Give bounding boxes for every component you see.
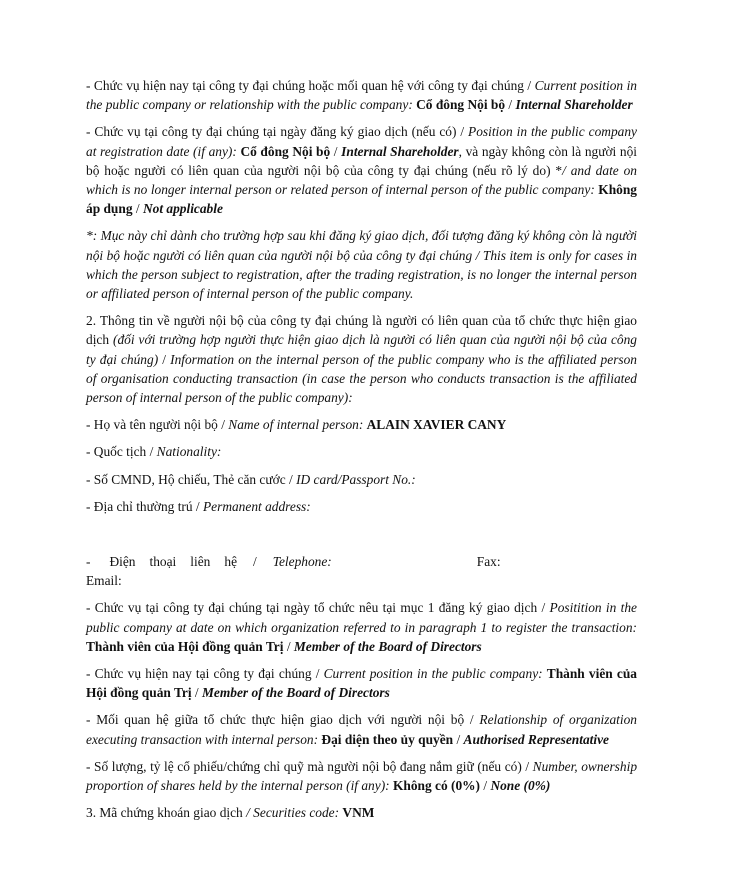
footnote-paragraph — [86, 226, 637, 303]
value-en: Member of the Board of Directors — [293, 638, 482, 654]
label-en: Current position in the public company: — [323, 666, 547, 682]
securities-code-row — [86, 803, 637, 822]
label-en: Nationality: — [156, 444, 222, 460]
phone-word-2: thoại — [149, 554, 177, 570]
label-vi: - Chức vụ hiện nay tại công ty đại chúng hoặc mối quan hệ với công ty đại chúng / — [86, 78, 535, 93]
document-page — [86, 76, 637, 831]
relationship-paragraph — [86, 710, 637, 748]
value-vi: Không có (0%) — [392, 778, 481, 794]
label-en: Number, ownership proportion of shares held by the internal person (if any): — [86, 758, 638, 794]
value-vi: Cổ đông Nội bộ — [240, 143, 331, 159]
separator: / — [330, 143, 342, 159]
value-vi: Thành viên của Hội đồng quản Trị — [86, 666, 637, 701]
label-vi: - Mối quan hệ giữa tổ chức thực hiện giao dịch với người nội bộ / — [86, 712, 480, 728]
not-applicable-vi: Không áp dụng — [86, 182, 637, 217]
label-vi: - Chức vụ hiện nay tại công ty đại chúng / — [86, 666, 324, 682]
phone-word-4: hệ — [224, 554, 238, 570]
label-vi: - Họ và tên người nội bộ / — [86, 417, 229, 433]
label-vi: - Quốc tịch / — [86, 444, 157, 460]
section-2-en: Information on the internal person of the public company who is the affiliated person of organisation conducting transaction (in case the person who conducts transaction is the affiliated person of internal person of the public company): — [86, 351, 638, 406]
label-en: Name of internal person: — [228, 417, 367, 433]
nationality-row — [86, 442, 637, 461]
position-at-org-registration-paragraph — [86, 598, 637, 656]
label-vi: - Chức vụ tại công ty đại chúng tại ngày tổ chức nêu tại mục 1 đăng ký giao dịch / — [86, 600, 550, 616]
label-en: Position in the public company at registration date (if any): — [86, 124, 637, 159]
phone-word-3: liên — [190, 554, 211, 570]
separator: / — [453, 731, 464, 747]
value-en: Member of the Board of Directors — [201, 685, 390, 701]
label-vi: - Số lượng, tỷ lệ cổ phiếu/chứng chỉ quỹ mà người nội bộ đang nắm giữ (nếu có) / — [86, 758, 533, 774]
blank-space — [86, 524, 637, 552]
value-en: Internal Shareholder — [515, 97, 633, 113]
footnote-text: *: Mục này chỉ dành cho trường hợp sau khi đăng ký giao dịch, đối tượng đăng ký không còn là người nội bộ hoặc người có liên quan của người nội bộ của công ty đại chúng / This item is only for cases in which the person subject to registration, after the trading registration, is no longer the internal person or affiliated person of internal person of the public company. — [86, 228, 637, 302]
label-vi: - Địa chỉ thường trú / — [86, 498, 203, 514]
separator: / — [505, 97, 516, 113]
phone-word-1: Điện — [109, 554, 136, 570]
label-en: ID card/Passport No.: — [296, 471, 416, 487]
value-vi: Cổ đông Nội bộ — [416, 97, 506, 113]
securities-code: VNM — [342, 805, 375, 821]
label-en: / Securities code: — [246, 805, 343, 821]
value-en: Authorised Representative — [463, 731, 609, 747]
shares-held-paragraph — [86, 757, 637, 795]
email-row — [86, 571, 637, 590]
value-vi: Thành viên của Hội đồng quản Trị — [86, 638, 284, 654]
internal-person-name: ALAIN XAVIER CANY — [366, 417, 507, 433]
label-vi: 3. Mã chứng khoán giao dịch — [86, 805, 247, 821]
value-en: None (0%) — [490, 778, 551, 794]
label-en-cont: / and date on which is no longer internal person or related person of internal person of the public company: — [86, 162, 637, 198]
dash: - — [86, 554, 91, 570]
fax-label: Fax: — [476, 554, 501, 570]
label-vi-cont: , và ngày không còn là người nội bộ hoặc người có liên quan của người nội bộ của công ty đại chúng (nếu rõ lý do) * — [86, 143, 638, 178]
id-card-row — [86, 470, 637, 489]
separator: / — [480, 778, 491, 794]
section-2-vi-italic: (đối với trường hợp người thực hiện giao dịch là người có liên quan của người nội bộ của công ty đại chúng) — [86, 332, 637, 367]
separator: / — [132, 201, 143, 217]
label-en: Relationship of organization executing transaction with internal person: — [86, 712, 637, 747]
value-vi: Đại diện theo ủy quyền — [321, 731, 454, 747]
separator: / — [283, 638, 294, 654]
section-2-vi: 2. Thông tin về người nội bộ của công ty đại chúng là người có liên quan của tổ chức thực hiện giao dịch — [86, 313, 637, 348]
position-at-registration-paragraph — [86, 122, 637, 218]
not-applicable-en: Not applicable — [142, 201, 223, 217]
value-en: Internal Shareholder — [341, 143, 459, 159]
separator: / — [253, 554, 257, 570]
separator: / — [191, 685, 202, 701]
telephone-label: Telephone: — [272, 554, 332, 570]
section-2-heading — [86, 311, 637, 407]
telephone-fax-row — [86, 552, 637, 571]
separator: / — [158, 351, 171, 367]
label-vi: - Số CMND, Hộ chiếu, Thẻ căn cước / — [86, 471, 297, 487]
permanent-address-row — [86, 497, 637, 516]
label-en: Permanent address: — [202, 498, 311, 514]
internal-person-name-row — [86, 415, 637, 434]
label-en: Current position in the public company or relationship with the public company: — [86, 78, 637, 113]
email-label: Email: — [86, 573, 122, 589]
label-en: Positition in the public company at date on which organization referred to in paragraph 1 to register the transaction: — [86, 600, 637, 635]
current-position-company-paragraph — [86, 664, 637, 702]
current-position-paragraph — [86, 76, 637, 114]
label-vi: - Chức vụ tại công ty đại chúng tại ngày đăng ký giao dịch (nếu có) / — [86, 124, 469, 140]
